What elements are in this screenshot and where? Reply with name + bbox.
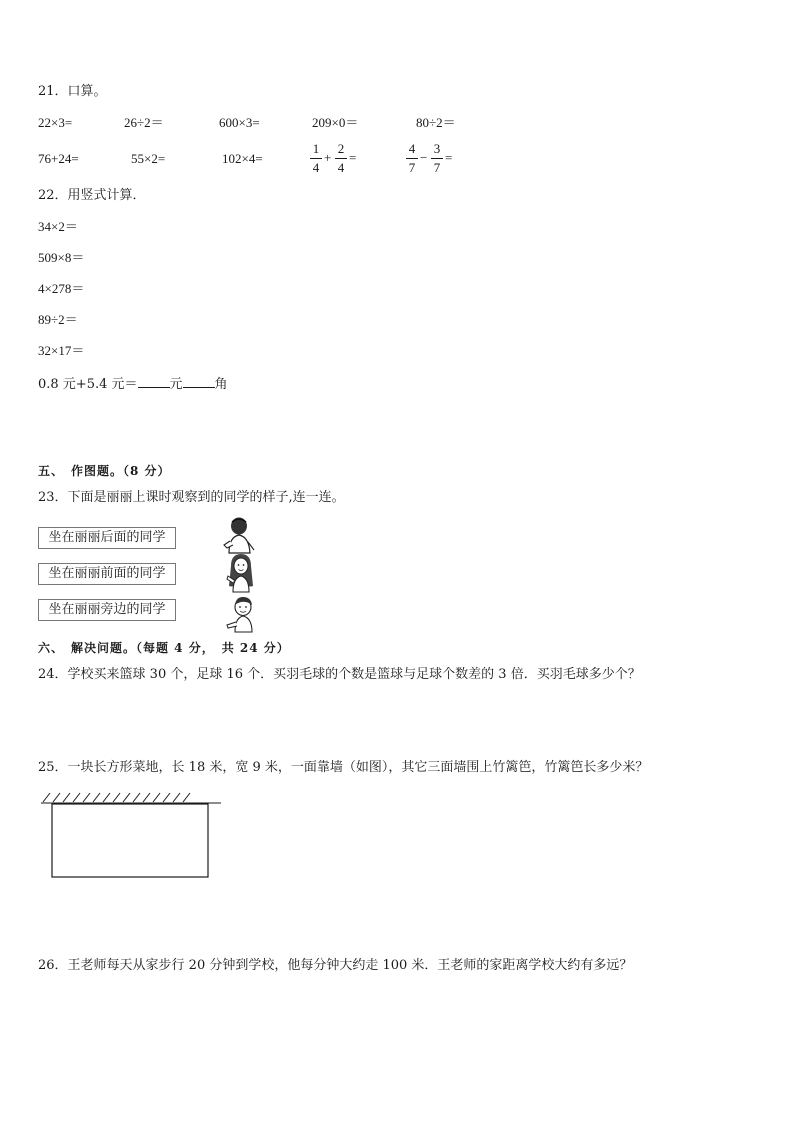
q22-item-5: 32×17＝ (38, 343, 85, 358)
option-front-classmate[interactable]: 坐在丽丽前面的同学 (38, 563, 176, 585)
answer-blank-yuan[interactable] (138, 375, 170, 388)
q21-expr-2: 26÷2＝ (124, 115, 164, 130)
q24-text: 24．学校买来篮球 30 个，足球 16 个．买羽毛球的个数是篮球与足球个数差的 3 倍．买羽毛球多少个？ (38, 667, 641, 682)
q21-expr-8: 102×4= (222, 151, 263, 166)
fraction-2-4 (335, 141, 347, 176)
minus-sign: − (420, 150, 428, 165)
q25-text: 25．一块长方形菜地，长 18 米，宽 9 米，一面靠墙（如图），其它三面墙围上竹篱笆，竹篱笆长多少米？ (38, 760, 649, 775)
q21-expr-7: 55×2= (131, 151, 166, 166)
q26-text: 26．王老师每天从家步行 20 分钟到学校，他每分钟大约走 100 米．王老师的家距离学校大约有多远？ (38, 958, 633, 973)
fraction-1-4 (310, 141, 322, 176)
q21-expr-3: 600×3= (219, 115, 260, 130)
numerator: 4 (408, 141, 416, 156)
denominator: 7 (433, 160, 441, 175)
wall-hatch-diagram (38, 790, 224, 882)
q22-item-4: 89÷2＝ (38, 312, 78, 327)
equals-sign: = (445, 150, 453, 165)
q21-expr-1: 22×3= (38, 115, 73, 130)
q22-title: 22．用竖式计算． (38, 188, 146, 203)
numerator: 1 (312, 141, 320, 156)
plus-sign: + (324, 150, 332, 165)
q22-item-1: 34×2＝ (38, 219, 78, 234)
answer-blank-jiao[interactable] (183, 375, 215, 388)
equals-sign: = (349, 150, 357, 165)
child-front-view-icon[interactable] (223, 552, 259, 594)
q21-expr-4: 209×0＝ (312, 115, 359, 130)
section-5-heading: 五、 作图题。（8 分） (38, 464, 171, 478)
denominator: 4 (337, 160, 345, 175)
numerator: 3 (433, 141, 441, 156)
q23-text: 23．下面是丽丽上课时观察到的同学的样子,连一连。 (38, 490, 345, 505)
denominator: 4 (312, 160, 320, 175)
unit-yuan: 元 (169, 377, 183, 392)
option-beside-classmate[interactable]: 坐在丽丽旁边的同学 (38, 599, 176, 621)
numerator: 2 (337, 141, 345, 156)
q22-item-2: 509×8＝ (38, 250, 85, 265)
fraction-4-7 (406, 141, 418, 176)
child-side-view-icon[interactable] (225, 594, 261, 634)
denominator: 7 (408, 160, 416, 175)
q22-item-3: 4×278＝ (38, 281, 85, 296)
fraction-3-7 (431, 141, 443, 176)
money-expression: 0.8 元+5.4 元＝ (38, 377, 138, 392)
q21-expr-6: 76+24= (38, 151, 79, 166)
q22-money-conversion (38, 375, 228, 393)
child-back-view-icon[interactable] (221, 515, 257, 555)
option-behind-classmate[interactable]: 坐在丽丽后面的同学 (38, 527, 176, 549)
q21-title: 21．口算。 (38, 84, 107, 99)
section-6-heading: 六、 解决问题。（每题 4 分， 共 24 分） (38, 641, 290, 655)
q21-expr-5: 80÷2＝ (416, 115, 456, 130)
unit-jiao: 角 (214, 377, 228, 392)
